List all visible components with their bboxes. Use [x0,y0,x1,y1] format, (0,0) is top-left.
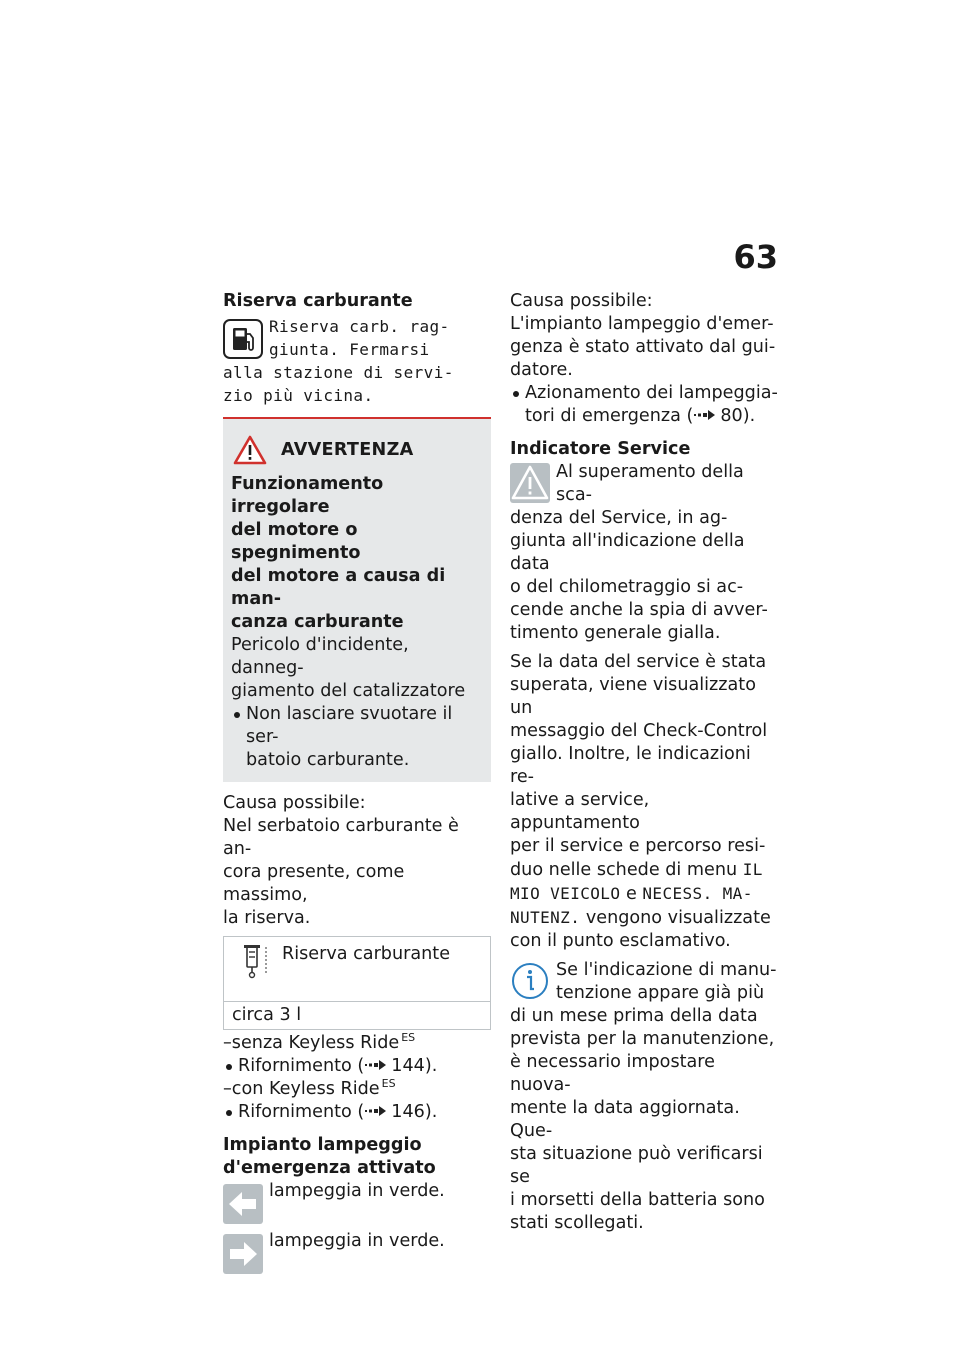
info-line: i morsetti della batteria sono [510,1190,765,1210]
service-para-line: giallo. Inoltre, le indicazioni re- [510,744,751,787]
cause-line: Nel serbatoio carburante è an- [223,816,459,859]
hazard-bullet-line: Azionamento dei lampeggia- [525,383,778,403]
warning-bullet [231,703,481,772]
service-title: Indicatore Service [510,439,691,459]
service-line: giunta all'indicazione della data [510,531,745,574]
menu-line: NUTENZ. vengono visualizzate [510,908,771,928]
hazard-left-text: lampeggia in verde. [269,1181,445,1201]
menu-name: MIO VEICOLO [510,884,621,903]
warning-label: AVVERTENZA [281,440,414,460]
info-line: stati scollegati. [510,1213,644,1233]
warning-triangle-icon [233,435,267,465]
page-ref-arrow-icon [365,1059,387,1071]
hazard-title-line: d'emergenza attivato [223,1158,436,1178]
service-line: Al superamento della sca- [556,462,744,505]
info-line: prevista per la manutenzione, [510,1029,775,1049]
warning-heading-line: del motore a causa di man- [231,566,446,609]
warning-heading-line: Funzionamento irregolare [231,474,384,517]
cause-line: cora presente, come massimo, [223,862,405,905]
fuel-gauge-icon [234,941,274,981]
warning-bullet-line: batoio carburante. [246,750,410,770]
fuel-message-line: Riserva carb. rag- [269,317,450,336]
fuel-message-line: giunta. Fermarsi [269,340,430,359]
service-para-line: con il punto esclamativo. [510,931,731,951]
service-para-line: per il service e percorso resi- [510,836,766,856]
variant-label: –con Keyless Ride $^{ES}$ [223,1077,396,1099]
service-line: cende anche la spia di avver- [510,600,768,620]
info-icon [510,961,550,1001]
info-line: tenzione appare già più [556,983,765,1003]
menu-line: duo nelle schede di menu IL [510,860,763,880]
warning-heading-line: del motore o spegnimento [231,520,361,563]
page-ref-link[interactable]: 146). [391,1102,438,1122]
service-para-line: Se la data del service è stata [510,652,767,672]
right-column [510,290,780,1235]
cause-line: datore. [510,360,573,380]
service-line: timento generale gialla. [510,623,721,643]
cause-label: Causa possibile: [223,793,366,813]
page-ref-link[interactable]: 144). [391,1056,438,1076]
table-value: circa 3 l [232,1005,302,1025]
variant-label: –senza Keyless Ride $^{ES}$ [223,1031,416,1053]
warning-text-line: giamento del catalizzatore [231,681,466,701]
page-ref-arrow-icon [365,1105,387,1117]
menu-name: IL [742,860,763,879]
service-para-line: messaggio del Check-Control [510,721,768,741]
fuel-message-line: alla stazione di servi- [223,363,454,382]
cause-line: genza è stato attivato dal gui- [510,337,776,357]
menu-name: NUTENZ. [510,908,581,927]
fuel-pump-icon [223,319,263,359]
service-para-line: superata, viene visualizzato un [510,675,756,718]
hazard-right-text: lampeggia in verde. [269,1231,445,1251]
page-ref-link[interactable]: 80). [720,406,756,426]
page-ref-arrow-icon [694,409,716,421]
warning-box [223,419,491,782]
refuel-bullet: Rifornimento ( 144). [223,1055,491,1078]
menu-name: NECESS. MA- [642,884,753,903]
left-column [223,290,491,1276]
warning-text-line: Pericolo d'incidente, danneg- [231,635,409,678]
service-line: denza del Service, in ag- [510,508,728,528]
cause-label: Causa possibile: [510,291,653,311]
info-line: è necessario impostare nuova- [510,1052,715,1095]
service-line: o del chilometraggio si ac- [510,577,744,597]
hazard-bullet: Azionamento dei lampeggia- tori di emergenza ( 80). [510,382,780,428]
fuel-reserve-table [223,936,491,1030]
info-line: di un mese prima della data [510,1006,758,1026]
info-line: mente la data aggiornata. Que- [510,1098,740,1141]
refuel-bullet: Rifornimento ( 146). [223,1101,491,1124]
general-warning-icon [510,463,550,503]
menu-line: MIO VEICOLO e NECESS. MA- [510,884,753,904]
warning-bullet-line: Non lasciare svuotare il ser- [246,704,453,747]
cause-line: la riserva. [223,908,311,928]
info-line: Se l'indicazione di manu- [556,960,777,980]
fuel-message-line: zio più vicina. [223,386,374,405]
hazard-title-line: Impianto lampeggio [223,1135,422,1155]
turn-left-arrow-icon [223,1184,263,1224]
cause-line: L'impianto lampeggio d'emer- [510,314,774,334]
info-line: sta situazione può verificarsi se [510,1144,763,1187]
fuel-reserve-title: Riserva carburante [223,291,413,311]
page-number: 63 [733,238,778,276]
service-para-line: lative a service, appuntamento [510,790,650,833]
warning-heading-line: canza carburante [231,612,404,632]
table-header: Riserva carburante [282,944,451,964]
turn-right-arrow-icon [223,1234,263,1274]
